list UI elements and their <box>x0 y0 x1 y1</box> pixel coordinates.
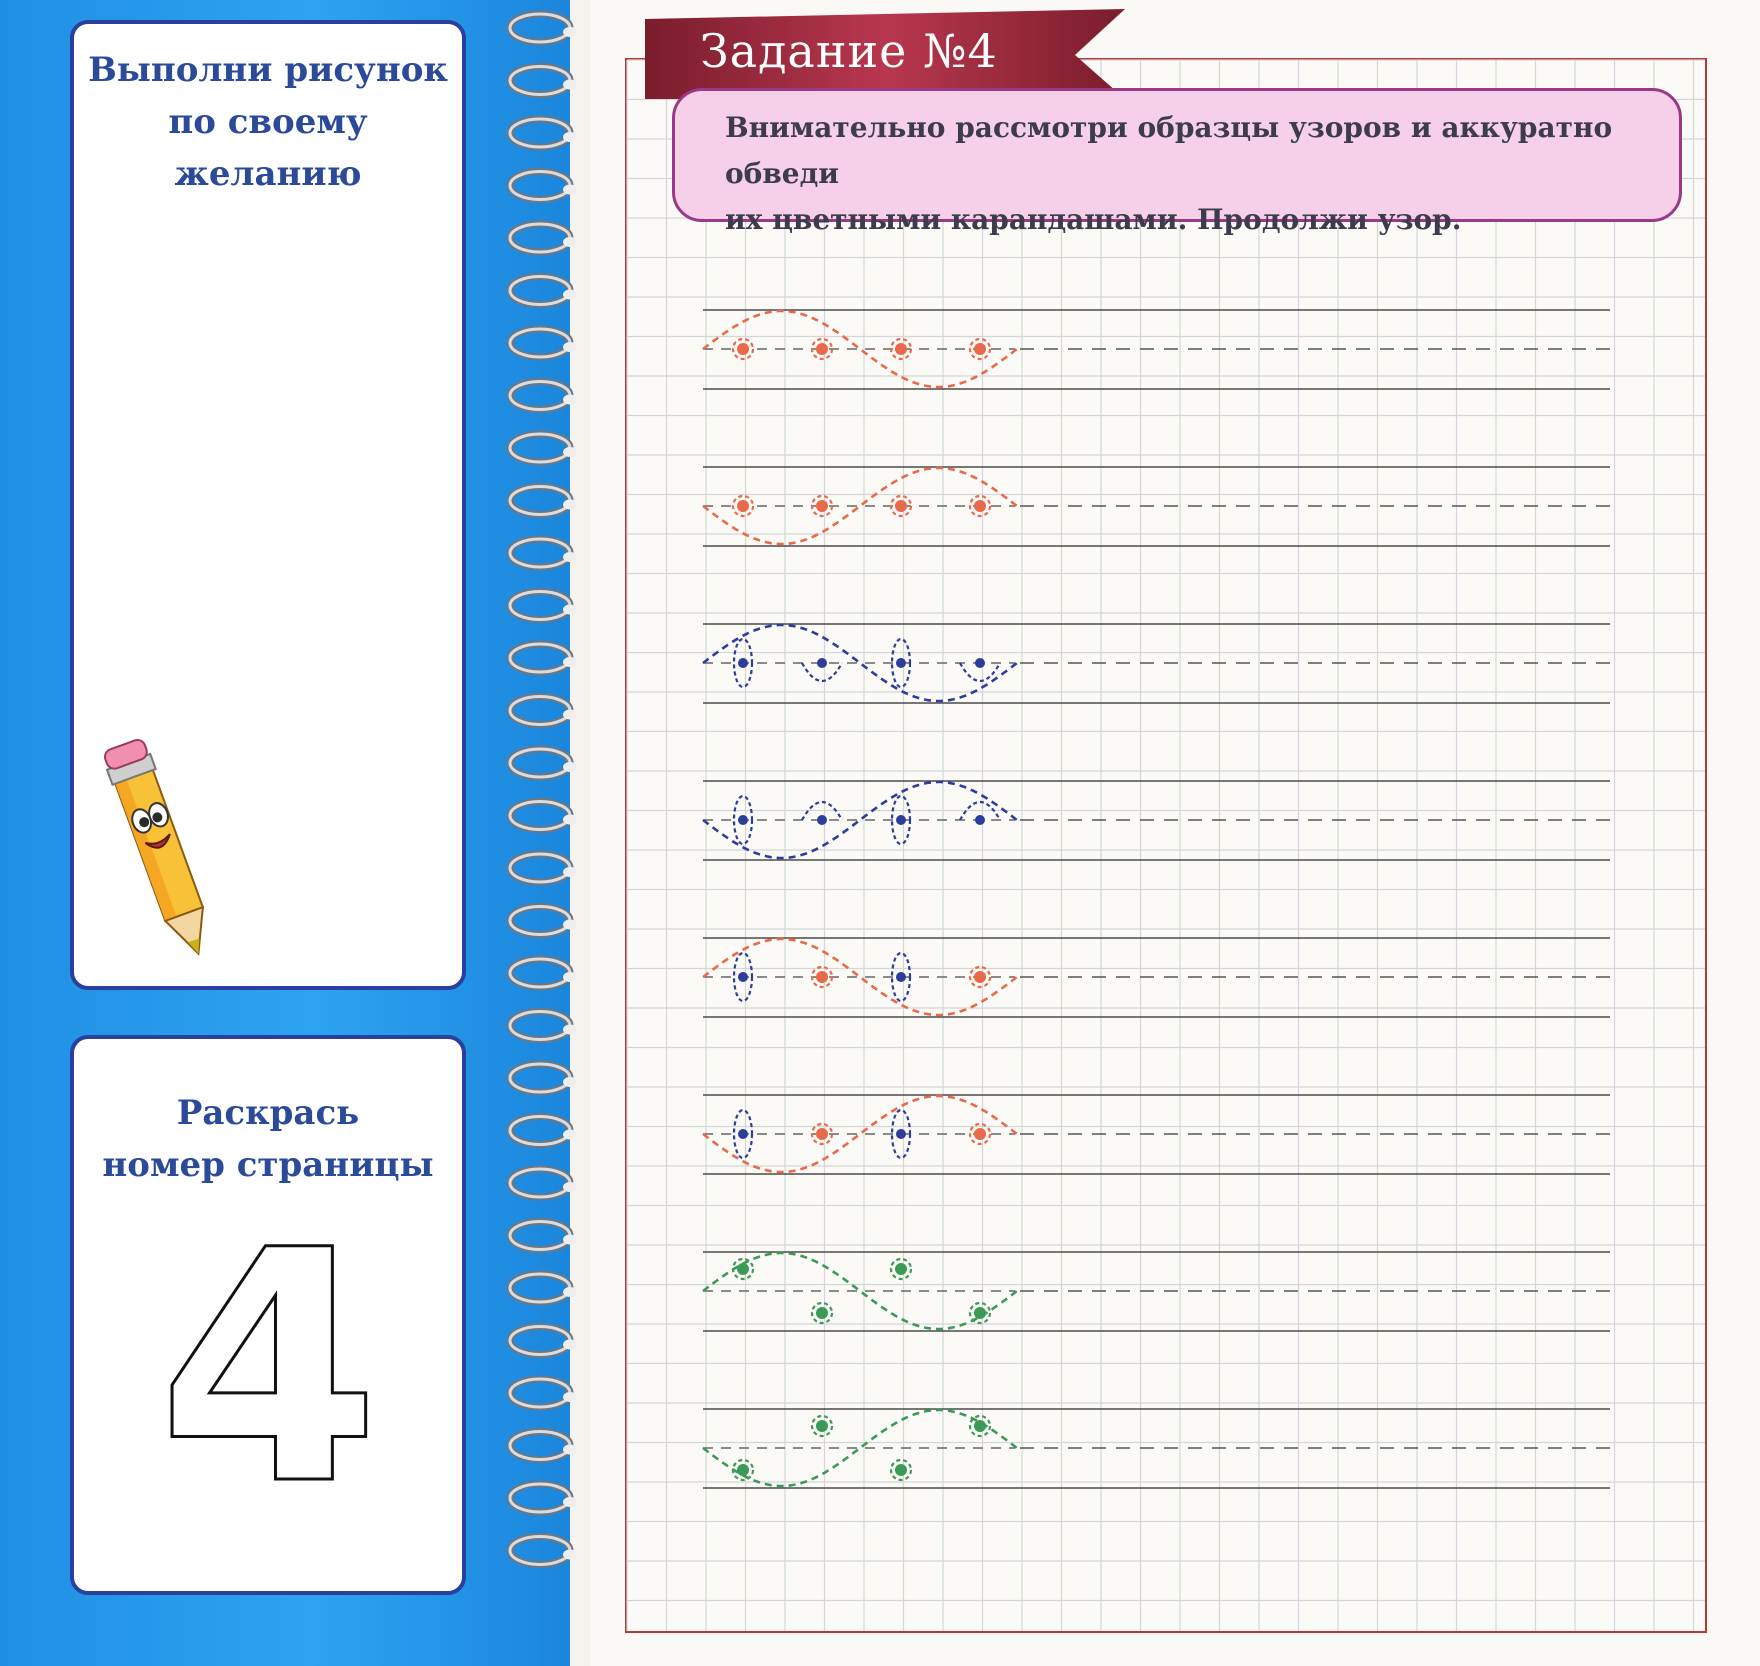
pattern-dot-icon <box>734 953 752 1001</box>
pattern-dot-icon <box>960 658 1000 681</box>
pattern-row[interactable] <box>703 1409 1610 1488</box>
pattern-dot-icon <box>802 658 842 681</box>
pattern-row[interactable] <box>703 624 1610 703</box>
pattern-dot-icon <box>734 1110 752 1158</box>
pattern-row[interactable] <box>703 1095 1610 1174</box>
pattern-dot-icon <box>802 802 842 825</box>
pattern-row[interactable] <box>703 1252 1610 1331</box>
task-title: Задание №4 <box>700 24 998 78</box>
free-drawing-title-line2: по своему желанию <box>168 102 368 194</box>
page-number-digit: 4 <box>157 1183 381 1555</box>
pattern-row[interactable] <box>703 938 1610 1017</box>
pattern-dot-icon <box>812 1416 832 1436</box>
instruction-line1: Внимательно рассмотри образцы узоров и аккуратно обведи <box>725 111 1613 190</box>
instruction-line2: их цветными карандашами. Продолжи узор. <box>725 203 1462 236</box>
pattern-row[interactable] <box>703 467 1610 546</box>
pattern-dot-icon <box>734 796 752 844</box>
pattern-dot-icon <box>812 1303 832 1323</box>
pattern-row[interactable] <box>703 310 1610 389</box>
pattern-dot-icon <box>733 339 753 359</box>
pattern-dot-icon <box>891 1259 911 1279</box>
pattern-dot-icon <box>733 496 753 516</box>
color-page-number-title-line2: номер страницы <box>102 1145 434 1185</box>
pattern-dot-icon <box>891 1460 911 1480</box>
free-drawing-title-line1: Выполни рисунок <box>88 50 448 90</box>
pattern-dot-icon <box>734 639 752 687</box>
pattern-row[interactable] <box>703 781 1610 860</box>
pattern-dot-icon <box>960 802 1000 825</box>
color-page-number-title-line1: Раскрась <box>176 1093 360 1133</box>
